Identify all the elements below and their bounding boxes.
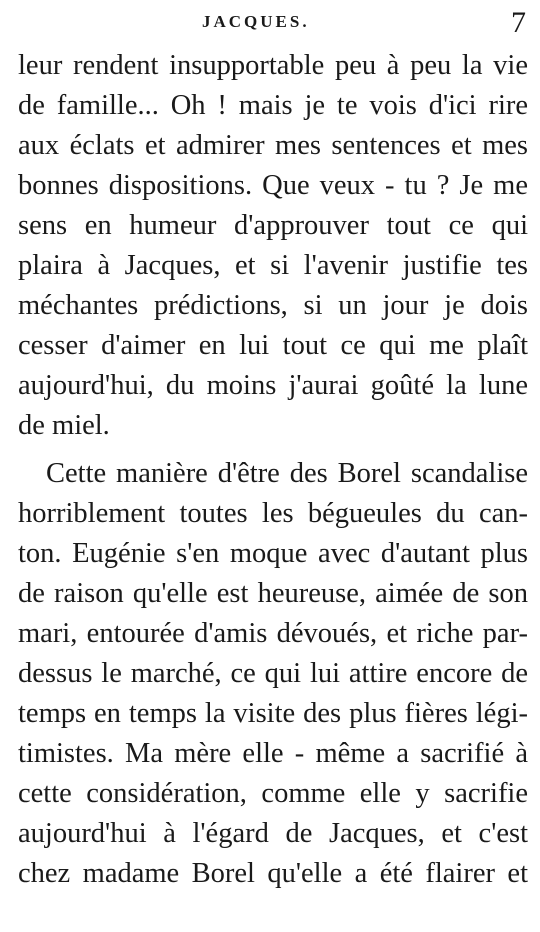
text-line: cette considération, comme elle y sacrifie [18, 778, 528, 809]
running-head [0, 6, 540, 38]
text-line: de miel. [18, 410, 110, 441]
page-number: 7 [511, 6, 526, 39]
running-title: JACQUES. [202, 12, 310, 31]
text-line: aujourd'hui à l'égard de Jacques, et c'est [18, 818, 528, 849]
text-line: de raison qu'elle est heureuse, aimée de son [18, 578, 528, 609]
text-line: horriblement toutes les bégueules du can- [18, 498, 528, 529]
body-text [18, 46, 528, 894]
text-line: Cette manière d'être des Borel scandalise [46, 458, 528, 489]
paragraph-gap [18, 446, 528, 454]
text-line: cesser d'aimer en lui tout ce qui me plaît [18, 330, 528, 361]
text-line: ton. Eugénie s'en moque avec d'autant plus [18, 538, 528, 569]
text-line: leur rendent insupportable peu à peu la vie [18, 50, 528, 81]
paragraph-2 [18, 454, 528, 894]
text-line: timistes. Ma mère elle - même a sacrifié à [18, 738, 528, 769]
text-line: temps en temps la visite des plus fières légi- [18, 698, 528, 729]
text-line: chez madame Borel qu'elle a été flairer et [18, 858, 528, 889]
text-line: mari, entourée d'amis dévoués, et riche par- [18, 618, 528, 649]
text-line: sens en humeur d'approuver tout ce qui [18, 210, 528, 241]
text-line: aux éclats et admirer mes sentences et mes [18, 130, 528, 161]
text-line: aujourd'hui, du moins j'aurai goûté la lune [18, 370, 528, 401]
text-line: plaira à Jacques, et si l'avenir justifie tes [18, 250, 528, 281]
text-line: dessus le marché, ce qui lui attire encore de [18, 658, 528, 689]
text-line: de famille... Oh ! mais je te vois d'ici rire [18, 90, 528, 121]
text-line: bonnes dispositions. Que veux - tu ? Je me [18, 170, 528, 201]
text-line: méchantes prédictions, si un jour je dois [18, 290, 528, 321]
paragraph-1 [18, 46, 528, 446]
